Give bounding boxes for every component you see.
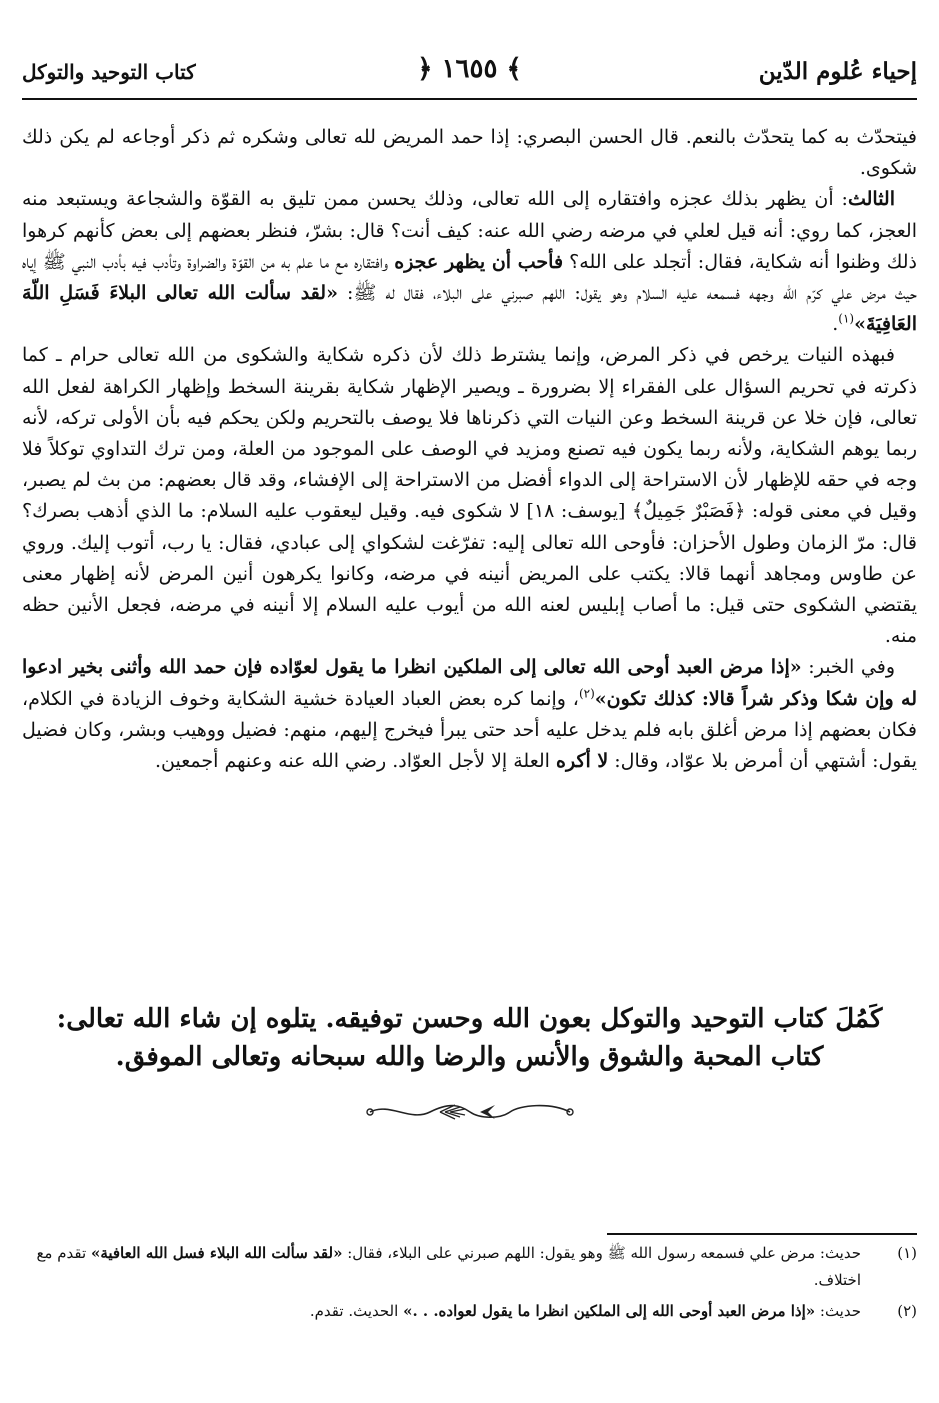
p3-text: فبهذه النيات يرخص في ذكر المرض، وإنما يشترط ذلك لأن ذكره شكاية والشكوى من الله تعالى حرام ـ كما ذكرته في تحريم السؤال على الفقراء إلا بضرورة ـ ويصير الإظهار شكاية بقرينة السخط وإظهار الكراهة لفعل الله تعالى، فإن خلا عن قرينة السخط وعن النيات التي ذكرناها فلا يوصف بالتحريم ولكن يحكم فيه بأن الأولى تركه، لأنه ربما يوهم الشكاية، ولأنه ربما يكون فيه تصنع ومزيد في الوصف على الموجود من العلة، ومن ترك التداوي توكلاً فلا وجه في حقه للإظهار لأن الاستراحة إلى الدواء أفضل من الاستراحة إلى الإفشاء، وقد قال بعضهم: من بث لم يصبر، وقيل في معنى قوله: [22,344,917,523]
bracket-right: ﴾ [506,54,522,84]
p2-c: وافتقاره مع ما علم به من القوّة والضراوة وتأدب فيه بأدب النبي ﷺ إياه حيث مرض علي كرّم الله وجهه فسمعه عليه السلام وهو يقول: اللهم صبرني على البلاء، فقال له ﷺ: [22,250,917,305]
footnote-ref-1[interactable]: (١) [838,311,855,326]
footnote-ref-2[interactable]: (٢) [578,686,595,701]
chapter-title: كتاب التوحيد والتوكل [22,60,196,84]
footnote-bold: «إذا مرض العبد أوحى الله إلى الملكين انظرا ما يقول لعواده. . .» [403,1302,816,1320]
closing-line-2: كتاب المحبة والشوق والأنس والرضا والله سبحانه وتعالى الموفق. [115,1042,824,1072]
p2-hadith-quote: «لقد سألت الله تعالى البلاءَ فَسَلِ اللّهَ العَافِيَةَ» [22,282,917,336]
p1-text: فيتحدّث به كما يتحدّث بالنعم. قال الحسن البصري: إذا حمد المريض لله تعالى وشكره ثم ذكر أوجاعه لم يكن ذلك شكوى. [22,126,917,180]
p4-bold: لا أكره [556,750,609,773]
footnote-number: (١) [897,1244,917,1262]
footnote-number: (٢) [897,1302,917,1320]
paragraph-3 [22,340,917,652]
p3-cont: [يوسف: ١٨] لا شكوى فيه. وقيل ليعقوب عليه السلام: ما الذي أذهب بصرك؟ قال: مرّ الزمان وطول الأحزان: فأوحى الله تعالى إليه: تفرّغت لشكواي إلى عبادي، فقال: يا رب، أتوب إليك. وروي عن طاوس ومجاهد أنهما قالا: يكتب على المريض أنينه في مرضه، وكانوا يكرهون أنين المرض لأنه إظهار معنى يقتضي الشكوى حتى قيل: ما أصاب إبليس لعنه الله من أيوب عليه السلام إلا أنينه في مرضه، فجعل الأنين حظه منه. [22,500,917,648]
footnote-text-end: الحديث. تقدم. [309,1302,404,1320]
footnote-text: حديث: مرض علي فسمعه رسول الله ﷺ وهو يقول: اللهم صبرني على البلاء، فقال: [342,1244,861,1262]
p4-b: ، وإنما كره بعض العباد العيادة خشية الشكاية وخوف الزيادة في الكلام، فكان بعضهم إذا مرض أغلق بابه فلم يدخل عليه أحد حتى يبرأ فيخرج إليهم، منهم: فضيل ووهيب وبشر، وكان فضيل يقول: أشتهي أن أمرض بلا عوّاد، وقال: [22,687,917,773]
footnote-separator [607,1233,917,1235]
p4-c: العلة إلا لأجل العوّاد. رضي الله عنه وعنهم أجمعين. [155,750,556,773]
page-number: ١٦٥٥ [441,54,498,84]
footnote-text-end: تقدم مع اختلاف. [36,1244,861,1289]
p2-end: . [832,313,839,336]
footnote-2 [22,1298,917,1325]
paragraph-4 [22,652,917,777]
p4-hadith-quote: «إذا مرض العبد أوحى الله تعالى إلى الملكين انظرا ما يقول لعوّاده فإن حمد الله وأثنى بخير ادعوا له وإن شكا وذكر شراً قالا: كذلك تكون» [22,656,917,710]
p2-a: : أن يظهر بذلك عجزه وافتقاره إلى الله تعالى، وذلك يحسن ممن تليق به القوّة والشجاعة ويستبعد منه العجز، كما روي: أنه قيل لعلي في مرضه رضي الله عنه: كيف أنت؟ قال: بشرّ، فنظر بعضهم إلى بعض كأنهم كرهوا ذلك وظنوا أنه شكاية، فقال: أتجلد على الله؟ [22,188,917,273]
footnote-text: حديث: [815,1302,861,1320]
paragraph-1 [22,122,917,184]
ornament-divider-icon [360,1097,580,1127]
paragraph-2 [22,184,917,340]
book-title: إحياء عُلوم الدّين [758,58,917,85]
closing-statement [40,1000,899,1076]
bracket-left: ﴿ [417,54,433,84]
main-text [22,122,917,992]
closing-line-1: كَمُلَ كتاب التوحيد والتوكل بعون الله وحسن توفيقه. يتلوه إن شاء الله تعالى: [56,1004,883,1034]
p2-lead: الثالث [847,188,895,211]
footnotes [22,1240,917,1329]
running-header [22,48,917,100]
p2-b: فأحب أن يظهر عجزه [394,250,564,273]
p4-a: وفي الخبر: [801,656,895,679]
footnote-bold: «لقد سألت الله البلاء فسل الله العافية» [90,1244,343,1262]
quran-verse: ﴿فَصَبْرٌ جَمِيلٌ﴾ [631,500,746,523]
footnote-1 [22,1240,917,1294]
page-number-box [417,54,521,84]
